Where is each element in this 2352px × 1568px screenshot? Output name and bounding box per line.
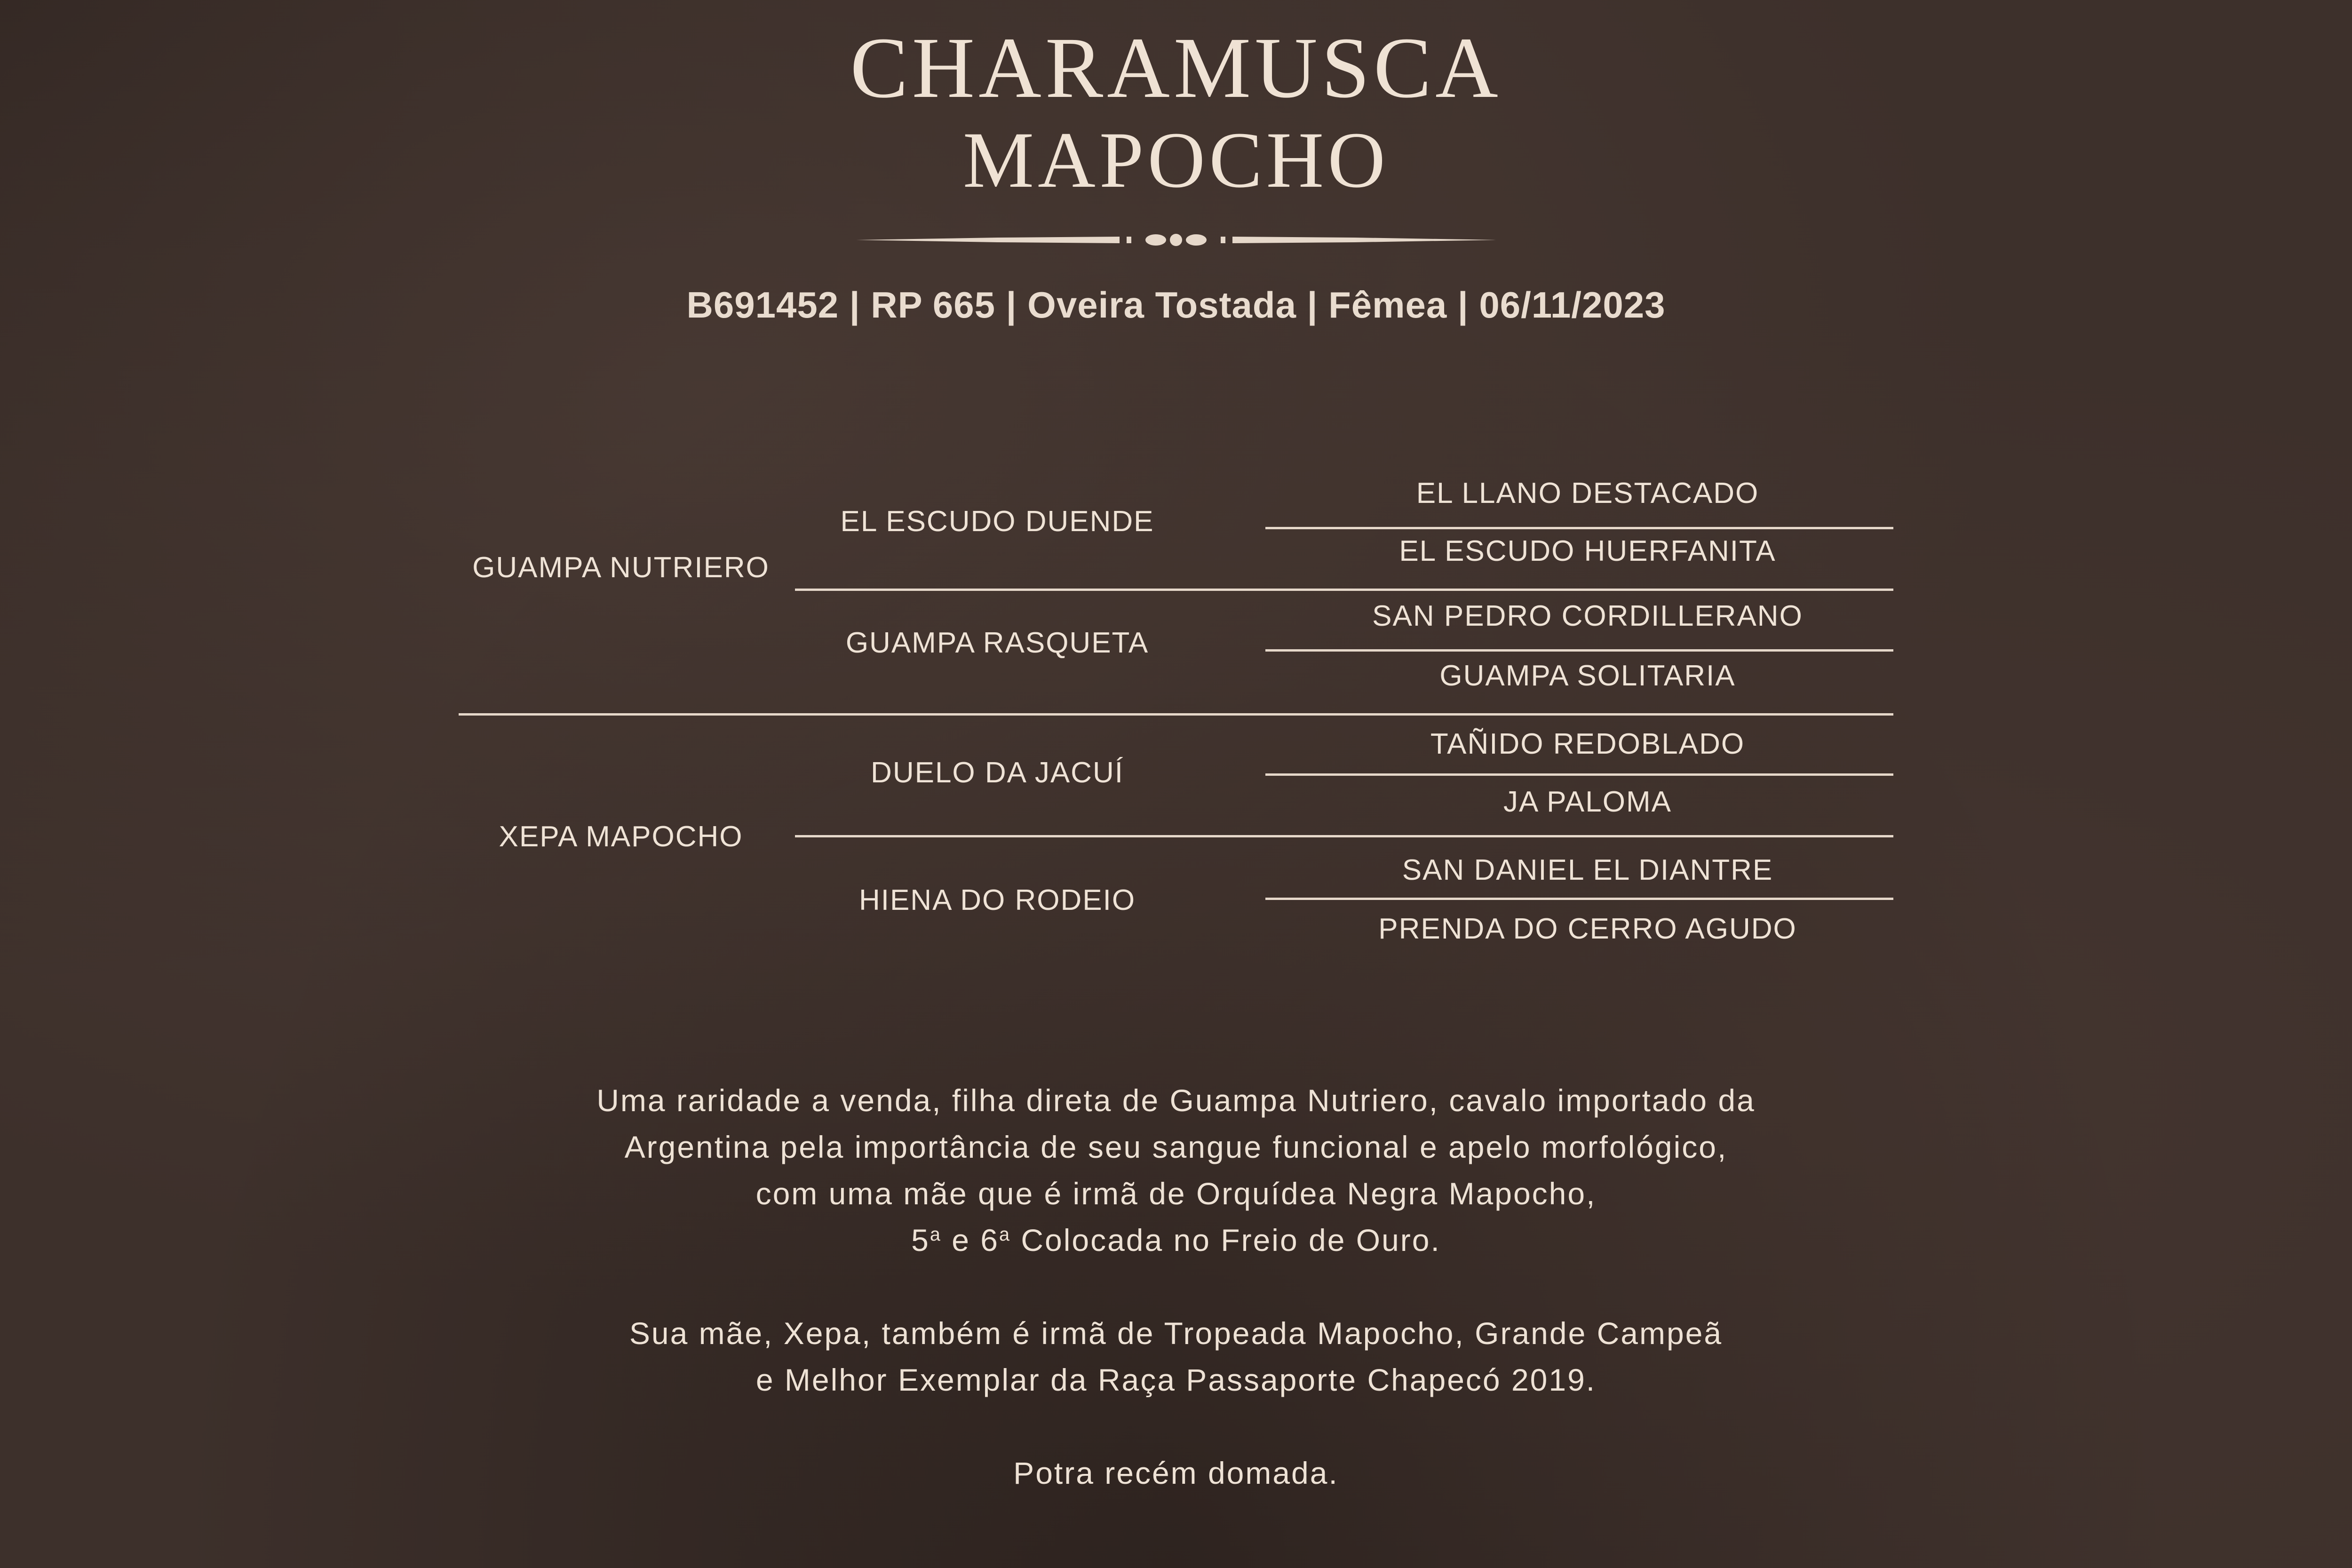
ordinal-mark: a xyxy=(930,1224,942,1245)
description-line: Uma raridade a venda, filha direta de Guampa Nutriero, cavalo importado da xyxy=(596,1083,1756,1118)
ggp-7: SAN DANIEL EL DIANTRE xyxy=(1402,854,1773,886)
ggp-2: EL ESCUDO HUERFANITA xyxy=(1399,535,1776,567)
description-line: Sua mãe, Xepa, também é irmã de Tropeada Mapocho, Grande Campeã xyxy=(629,1316,1723,1351)
description-line: Argentina pela importância de seu sangue funcional e apelo morfológico, xyxy=(624,1130,1728,1164)
sire-sire: EL ESCUDO DUENDE xyxy=(840,505,1154,538)
placing-text: 5 xyxy=(911,1223,930,1258)
dam-dam: HIENA DO RODEIO xyxy=(858,884,1136,916)
horse-name: CHARAMUSCA xyxy=(850,20,1502,116)
divider-ggp-3 xyxy=(1265,773,1893,776)
description-line xyxy=(0,1217,2352,1264)
ggp-5: TAÑIDO REDOBLADO xyxy=(1430,728,1745,760)
divider-sire-dam xyxy=(459,713,1893,716)
description-line: e Melhor Exemplar da Raça Passaporte Chapecó 2019. xyxy=(755,1362,1597,1397)
sire xyxy=(459,550,783,585)
divider-dam-branch xyxy=(795,835,1893,837)
divider-sire-branch xyxy=(795,589,1893,591)
placing-text: Colocada no Freio de Ouro. xyxy=(1011,1223,1441,1258)
divider-ggp-2 xyxy=(1265,649,1893,652)
ggp-3: SAN PEDRO CORDILLERANO xyxy=(1372,600,1803,632)
description-line: com uma mãe que é irmã de Orquídea Negra Mapocho, xyxy=(755,1176,1597,1211)
description xyxy=(0,1077,2352,1496)
ggp-8: PRENDA DO CERRO AGUDO xyxy=(1378,913,1797,945)
ggp-4: GUAMPA SOLITARIA xyxy=(1439,660,1736,692)
dam: XEPA MAPOCHO xyxy=(499,820,743,853)
ordinal-mark: a xyxy=(999,1224,1011,1245)
ggp-6: JA PALOMA xyxy=(1503,786,1672,818)
divider-ggp-1 xyxy=(1265,527,1893,529)
sire-name: GUAMPA NUTRIERO xyxy=(472,551,770,584)
registration-info: B691452 | RP 665 | Oveira Tostada | Fêmea | 06/11/2023 xyxy=(686,284,1666,326)
description-line: Potra recém domada. xyxy=(1013,1456,1339,1490)
ggp-1: EL LLANO DESTACADO xyxy=(1416,477,1759,509)
horse-affix: MAPOCHO xyxy=(962,116,1390,204)
placing-text: e 6 xyxy=(941,1223,999,1258)
divider-ggp-4 xyxy=(1265,898,1893,900)
dam-sire: DUELO DA JACUÍ xyxy=(871,756,1124,789)
sire-dam: GUAMPA RASQUETA xyxy=(845,627,1149,659)
